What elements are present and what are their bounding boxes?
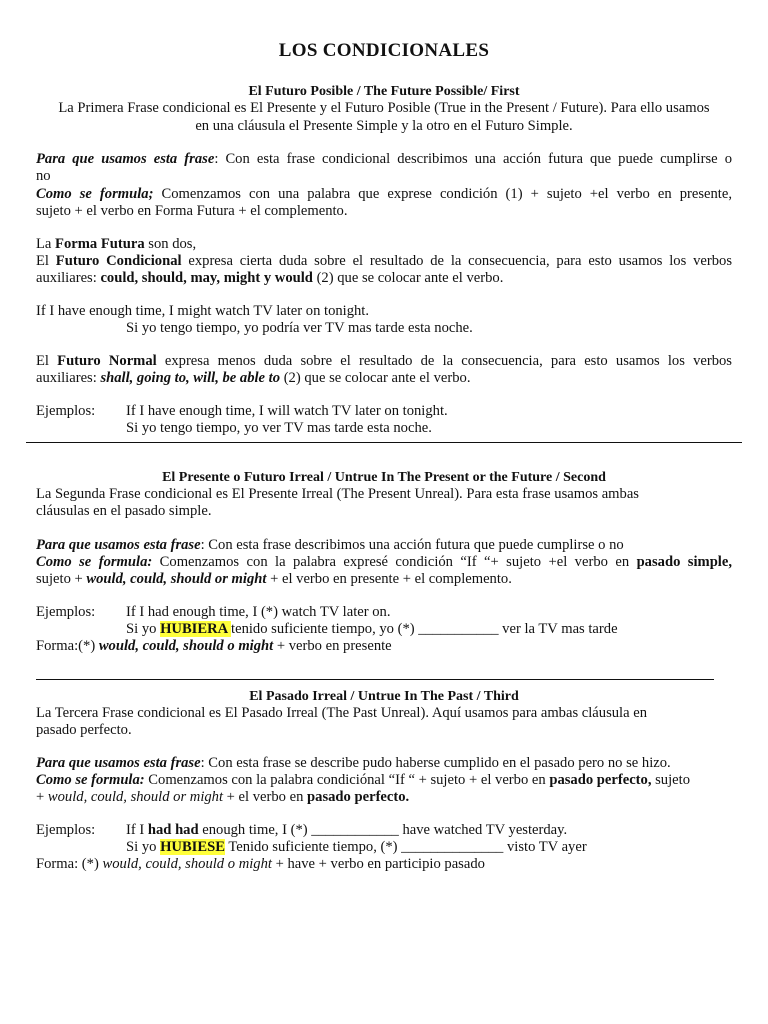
section-1-formula-line bbox=[36, 186, 732, 203]
section-2-intro-line-1: La Segunda Frase condicional es El Presente Irreal (The Present Unreal). Para esta frase usamos ambas bbox=[36, 486, 639, 502]
forma-futura-a: La bbox=[36, 236, 56, 252]
section-2-formula-line bbox=[36, 554, 732, 571]
section-2-heading: El Presente o Futuro Irreal / Untrue In The Present or the Future / Second bbox=[162, 470, 606, 485]
section-2-uso-label: Para que usamos esta frase bbox=[36, 537, 201, 553]
section-3-heading: El Pasado Irreal / Untrue In The Past / Third bbox=[249, 689, 519, 704]
forma3-c: + have + verbo en participio pasado bbox=[271, 856, 485, 872]
condicional-a: El bbox=[36, 253, 56, 269]
section-3-ejemplo-es bbox=[126, 839, 587, 856]
section-3-intro-line-1: La Tercera Frase condicional es El Pasado Irreal (The Past Unreal). Aquí usamos para ambas cláusula en bbox=[36, 705, 648, 721]
forma-futura-b: Forma Futura bbox=[55, 236, 145, 252]
section-3-uso-line bbox=[36, 755, 671, 772]
formula3-d: pasado perfecto. bbox=[307, 789, 410, 805]
normal-b: Futuro Normal bbox=[57, 353, 157, 369]
section-2-formula-line-2 bbox=[36, 571, 512, 588]
section-1-uso-line-2: no bbox=[36, 168, 51, 184]
section-1-uso-line bbox=[36, 151, 732, 168]
section-1-formula-line-2: sujeto + el verbo en Forma Futura + el complemento. bbox=[36, 203, 348, 219]
section-2-intro-line-2: cláusulas en el pasado simple. bbox=[36, 503, 212, 519]
section-1-normal-line bbox=[36, 353, 732, 370]
normal2-b: shall, going to, will, be able to bbox=[100, 370, 281, 386]
section-3-formula-label: Como se formula: bbox=[36, 772, 145, 788]
section-3-formula-line-2 bbox=[36, 789, 409, 806]
condicional-b: Futuro Condicional bbox=[55, 253, 182, 269]
section-divider-2 bbox=[36, 679, 714, 680]
ejemplo3-es-b: Tenido suficiente tiempo, (*) ______________ visto TV ayer bbox=[224, 839, 587, 855]
condicional2-a: auxiliares: bbox=[36, 270, 101, 286]
section-1-formula-label: Como se formula; bbox=[36, 186, 154, 202]
section-3-formula-text: Comenzamos con la palabra condiciónal “If “ + sujeto + el verbo en bbox=[144, 772, 550, 788]
hubiese-highlight: HUBIESE bbox=[160, 839, 225, 855]
formula3-b: would, could, should or might bbox=[47, 789, 224, 805]
section-3-formula-line bbox=[36, 772, 690, 789]
ejemplo3-es-a: Si yo bbox=[126, 839, 161, 855]
section-2-ejemplo-en: If I had enough time, I (*) watch TV later on. bbox=[126, 604, 391, 620]
ejemplo3-en-a: If I bbox=[126, 822, 148, 838]
formula2-c: + el verbo en presente + el complemento. bbox=[266, 571, 512, 587]
section-1-heading: El Futuro Posible / The Future Possible/ First bbox=[248, 84, 520, 99]
normal-a: El bbox=[36, 353, 58, 369]
section-1-uso-label: Para que usamos esta frase bbox=[36, 151, 215, 167]
section-divider-1 bbox=[26, 442, 742, 443]
section-1-formula-text: Comenzamos con una palabra que exprese condición (1) + sujeto +el verbo en presente, bbox=[153, 186, 732, 202]
section-3-formula-tail: sujeto bbox=[651, 772, 690, 788]
section-3-intro-line-2: pasado perfecto. bbox=[36, 722, 132, 738]
condicional2-c: (2) que se colocar ante el verbo. bbox=[312, 270, 504, 286]
normal2-a: auxiliares: bbox=[36, 370, 101, 386]
forma2-a: Forma:(*) bbox=[36, 638, 99, 654]
section-1-normal-line-2 bbox=[36, 370, 471, 387]
section-1-condicional-line bbox=[36, 253, 732, 270]
section-2-formula-text: Comenzamos con la palabra expresé condición “If “+ sujeto +el verbo en bbox=[152, 554, 637, 570]
formula2-b: would, could, should or might bbox=[86, 571, 267, 587]
formula3-a: + bbox=[36, 789, 48, 805]
section-2-uso-line bbox=[36, 537, 624, 554]
section-2-uso-text: : Con esta frase describimos una acción futura que puede cumplirse o no bbox=[200, 537, 624, 553]
ejemplo3-en-c: enough time, I (*) ____________ have watched TV yesterday. bbox=[198, 822, 568, 838]
condicional2-b: could, should, may, might y would bbox=[100, 270, 313, 286]
section-3-forma bbox=[36, 856, 485, 873]
section-2-formula-bold: pasado simple, bbox=[636, 554, 732, 570]
ejemplo-es-b: tenido suficiente tiempo, yo (*) ___________ ver la TV mas tarde bbox=[231, 621, 618, 637]
forma-futura-c: son dos, bbox=[144, 236, 197, 252]
formula2-a: sujeto + bbox=[36, 571, 87, 587]
section-1-ejemplo-es: Si yo tengo tiempo, yo ver TV mas tarde esta noche. bbox=[126, 420, 432, 436]
ejemplo3-en-b: had had bbox=[147, 822, 199, 838]
section-1-ejemplo-en: If I have enough time, I will watch TV later on tonight. bbox=[126, 403, 448, 419]
condicional-c: expresa cierta duda sobre el resultado de la consecuencia, para esto usamos los verbos bbox=[181, 253, 733, 269]
section-1-forma-futura bbox=[36, 236, 196, 253]
forma3-a: Forma: (*) bbox=[36, 856, 103, 872]
section-3-ejemplos-label: Ejemplos: bbox=[36, 822, 96, 838]
normal-c: expresa menos duda sobre el resultado de la consecuencia, para esto usamos los verbos bbox=[156, 353, 732, 369]
section-1-intro-line-1: La Primera Frase condicional es El Presente y el Futuro Posible (True in the Present / Future). Para ello usamos bbox=[58, 100, 710, 116]
formula3-c: + el verbo en bbox=[223, 789, 308, 805]
section-3-uso-label: Para que usamos esta frase bbox=[36, 755, 201, 771]
section-3-formula-bold: pasado perfecto, bbox=[549, 772, 652, 788]
forma2-b: would, could, should o might bbox=[98, 638, 274, 654]
hubiera-highlight: HUBIERA bbox=[160, 621, 232, 637]
section-2-forma bbox=[36, 638, 392, 655]
section-3-ejemplo-en bbox=[126, 822, 567, 839]
section-2-ejemplo-es bbox=[126, 621, 618, 638]
forma3-b: would, could, should o might bbox=[102, 856, 272, 872]
section-1-intro-line-2: en una cláusula el Presente Simple y la otro en el Futuro Simple. bbox=[195, 118, 573, 134]
section-1-ejemplos-label: Ejemplos: bbox=[36, 403, 96, 419]
section-1-condicional-line-2 bbox=[36, 270, 503, 287]
section-1-example-en: If I have enough time, I might watch TV later on tonight. bbox=[36, 303, 370, 319]
forma2-c: + verbo en presente bbox=[273, 638, 392, 654]
ejemplo-es-a: Si yo bbox=[126, 621, 161, 637]
section-1-example-es: Si yo tengo tiempo, yo podría ver TV mas tarde esta noche. bbox=[126, 320, 473, 336]
page-title: LOS CONDICIONALES bbox=[278, 40, 490, 61]
section-1-uso-text: : Con esta frase condicional describimos una acción futura que puede cumplirse o bbox=[214, 151, 733, 167]
section-3-uso-text: : Con esta frase se describe pudo haberse cumplido en el pasado pero no se hizo. bbox=[200, 755, 671, 771]
section-2-ejemplos-label: Ejemplos: bbox=[36, 604, 96, 620]
normal2-c: (2) que se colocar ante el verbo. bbox=[280, 370, 471, 386]
section-2-formula-label: Como se formula: bbox=[36, 554, 153, 570]
